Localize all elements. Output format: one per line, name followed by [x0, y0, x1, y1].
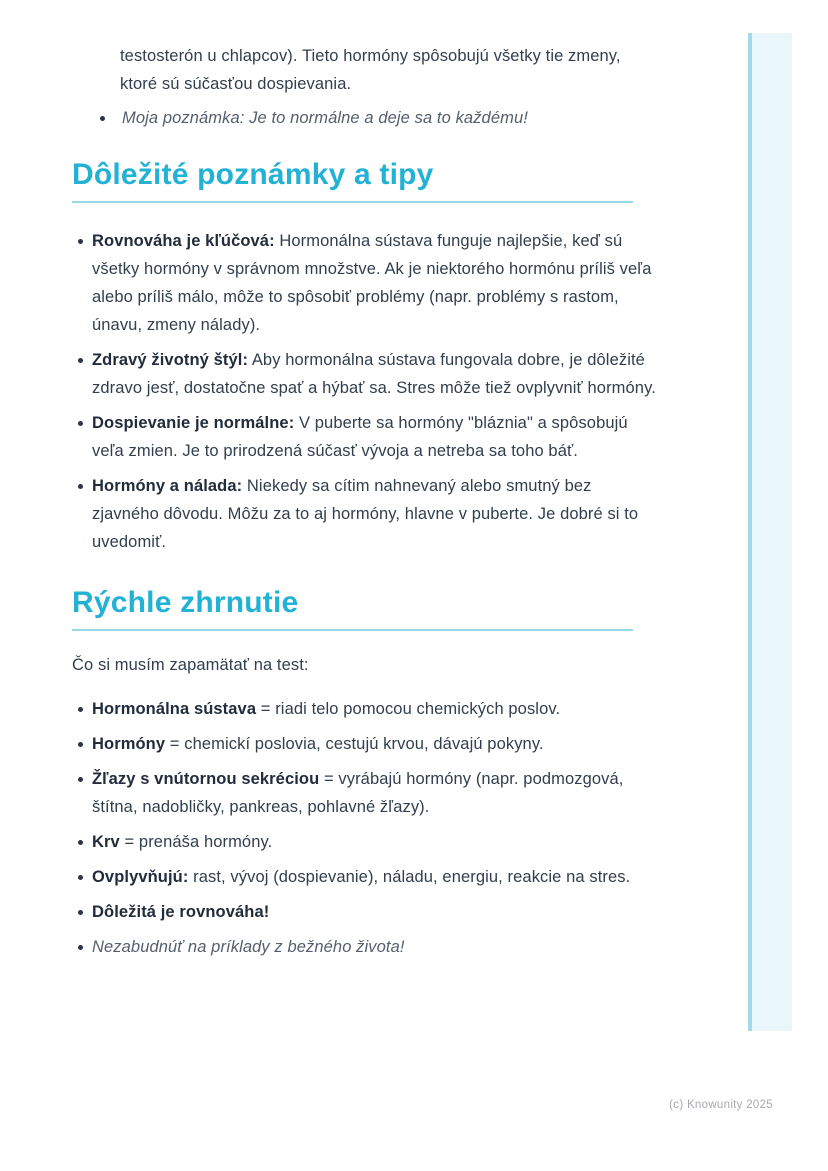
list-item [72, 898, 660, 926]
section-title-summary: Rýchle zhrnutie [72, 586, 633, 631]
list-item [72, 695, 660, 723]
list-item [72, 765, 660, 821]
bullet-dot-icon [78, 358, 83, 363]
page-edge-strip [748, 33, 792, 1031]
bullet-term: Hormonálna sústava [92, 700, 257, 718]
list-item [72, 472, 660, 556]
bullet-dot-icon [78, 840, 83, 845]
list-item [72, 227, 660, 339]
list-item [72, 104, 660, 132]
bullet-term: Zdravý životný štýl: [92, 351, 249, 369]
bullet-text: rast, vývoj (dospievanie), náladu, energiu, reakcie na stres. [188, 868, 631, 886]
bullet-term: Dôležitá je rovnováha! [92, 903, 270, 921]
bullet-text: = vyrábajú hormóny (napr. podmozgová, štítna, nadobličky, pankreas, pohlavné žľazy). [92, 770, 624, 816]
bullet-term: Dospievanie je normálne: [92, 414, 295, 432]
bullet-dot-icon [78, 239, 83, 244]
list-item [72, 409, 660, 465]
notes-tips-list [72, 227, 660, 556]
bullet-dot-icon [78, 421, 83, 426]
personal-note: Moja poznámka: Je to normálne a deje sa to každému! [122, 109, 528, 127]
footer-copyright: (c) Knowunity 2025 [669, 1099, 773, 1111]
intro-note-list [72, 104, 660, 132]
bullet-term: Žľazy s vnútornou sekréciou [92, 770, 320, 788]
bullet-text: Hormonálna sústava funguje najlepšie, keď sú všetky hormóny v správnom množstve. Ak je niektorého hormónu príliš veľa alebo príliš málo, môže to spôsobiť problémy (napr. problémy s rastom, únavu, zmeny nálady). [92, 232, 652, 334]
bullet-dot-icon [78, 484, 83, 489]
bullet-term: Hormóny a nálada: [92, 477, 243, 495]
bullet-dot-icon [78, 742, 83, 747]
list-item [72, 730, 660, 758]
list-item [72, 863, 660, 891]
bullet-dot-icon [78, 910, 83, 915]
bullet-dot-icon [100, 116, 105, 121]
bullet-text: Niekedy sa cítim nahnevaný alebo smutný bez zjavného dôvodu. Môžu za to aj hormóny, hlavne v puberte. Je dobré si to uvedomiť. [92, 477, 639, 551]
section-title-notes-tips: Dôležité poznámky a tipy [72, 158, 633, 203]
bullet-term: Ovplyvňujú: [92, 868, 189, 886]
list-item [72, 828, 660, 856]
list-item [72, 933, 660, 961]
bullet-text: = riadi telo pomocou chemických poslov. [256, 700, 561, 718]
list-item [72, 346, 660, 402]
bullet-text: Aby hormonálna sústava fungovala dobre, je dôležité zdravo jesť, dostatočne spať a hýbať sa. Stres môže tiež ovplyvniť hormóny. [92, 351, 656, 397]
bullet-text: = prenáša hormóny. [119, 833, 273, 851]
bullet-text: = chemickí poslovia, cestujú krvou, dávajú pokyny. [165, 735, 544, 753]
bullet-dot-icon [78, 707, 83, 712]
reminder-note: Nezabudnúť na príklady z bežného života! [92, 938, 405, 956]
bullet-term: Rovnováha je kľúčová: [92, 232, 275, 250]
summary-list [72, 695, 660, 961]
bullet-term: Hormóny [92, 735, 166, 753]
bullet-dot-icon [78, 777, 83, 782]
summary-lead-paragraph: Čo si musím zapamätať na test: [72, 656, 309, 674]
bullet-term: Krv [92, 833, 120, 851]
document-content [72, 0, 660, 968]
bullet-text: V puberte sa hormóny "bláznia" a spôsobujú veľa zmien. Je to prirodzená súčasť vývoja a netreba sa toho báť. [92, 414, 628, 460]
bullet-dot-icon [78, 875, 83, 880]
bullet-dot-icon [78, 945, 83, 950]
intro-continuation-paragraph: testosterón u chlapcov). Tieto hormóny spôsobujú všetky tie zmeny, ktoré sú súčasťou dospievania. [120, 47, 621, 93]
